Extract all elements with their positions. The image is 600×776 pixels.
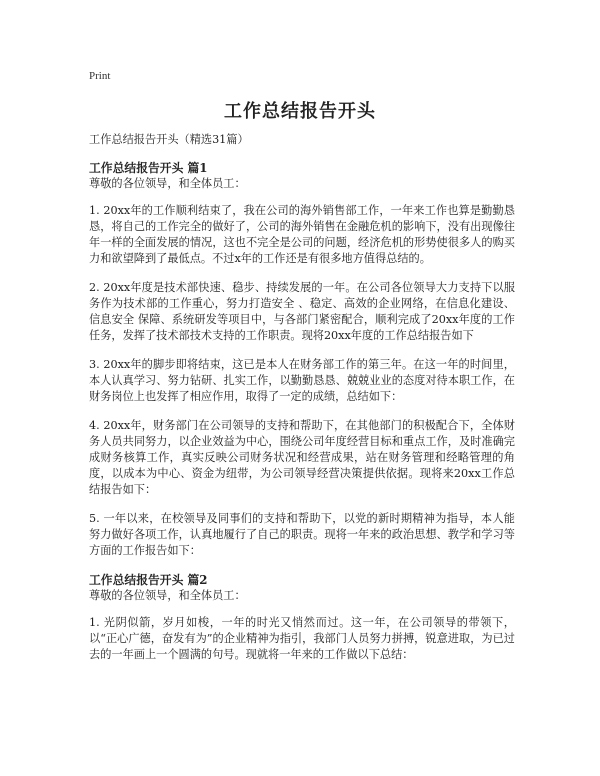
section-heading-1: 工作总结报告开头 篇1 [89,161,208,175]
page-title: 工作总结报告开头 [224,101,376,122]
paragraph: 5. 一年以来，在校领导及同事们的支持和帮助下，以党的新时期精神为指导，本人能努力做好各项工作，认真地履行了自己的职责。现将一年来的政治思想、教学和学习等方面的工作报告如下： [89,512,515,557]
paragraph: 1. 20xx年的工作顺利结束了，我在公司的海外销售部工作，一年来工作也算是勤勤恳恳，将自己的工作完全的做好了，公司的海外销售在金融危机的影响下，没有出现像往年一样的全面发展的情况，这也不完全是公司的问题，经济危机的形势使很多人的购买力和欲望降到了最低点。不过x年的工作还是有很多地方值得总结的。 [89,204,515,265]
section-greeting-2: 尊敬的各位领导，和全体员工： [89,589,246,602]
section-greeting-1: 尊敬的各位领导，和全体员工： [89,177,246,190]
section-heading-2: 工作总结报告开头 篇2 [89,573,208,587]
print-link[interactable]: Print [89,70,111,82]
paragraph: 4. 20xx年，财务部门在公司领导的支持和帮助下，在其他部门的积极配合下，全体财务人员共同努力，以企业效益为中心，围绕公司年度经营目标和重点工作，及时准确完成财务核算工作，真实反映公司财务状况和经营成果，站在财务管理和经略管理的角度，以成本为中心、资金为纽带，为公司领导经营决策提供依据。现将来20xx工作总结报告如下： [89,419,515,496]
paragraph: 3. 20xx年的脚步即将结束，这已是本人在财务部工作的第三年。在这一年的时间里，本人认真学习、努力钻研、扎实工作，以勤勤恳恳、兢兢业业的态度对待本职工作，在财务岗位上也发挥了相应作用，取得了一定的成绩，总结如下： [89,358,515,403]
paragraph: 1. 光阴似箭，岁月如梭，一年的时光又悄然而过。这一年，在公司领导的带领下，以“正心广德，奋发有为”的企业精神为指引，我部门人员努力拼搏，锐意进取，为已过去的一年画上一个圆满的句号。现就将一年来的工作做以下总结： [89,616,515,661]
document-body [89,132,515,676]
paragraph: 2. 20xx年度是技术部快速、稳步、持续发展的一年。在公司各位领导大力支持下以服务作为技术部的工作重心，努力打造安全 、稳定、高效的企业网络，在信息化建设、信息安全 保障、系统研发等项目中，与各部门紧密配合，顺利完成了20xx年度的工作任务，发挥了技术部技术支持的工作职责。现将20xx年度的工作总结报告如下 [89,281,515,342]
document-subtitle: 工作总结报告开头（精选31篇） [89,133,249,146]
